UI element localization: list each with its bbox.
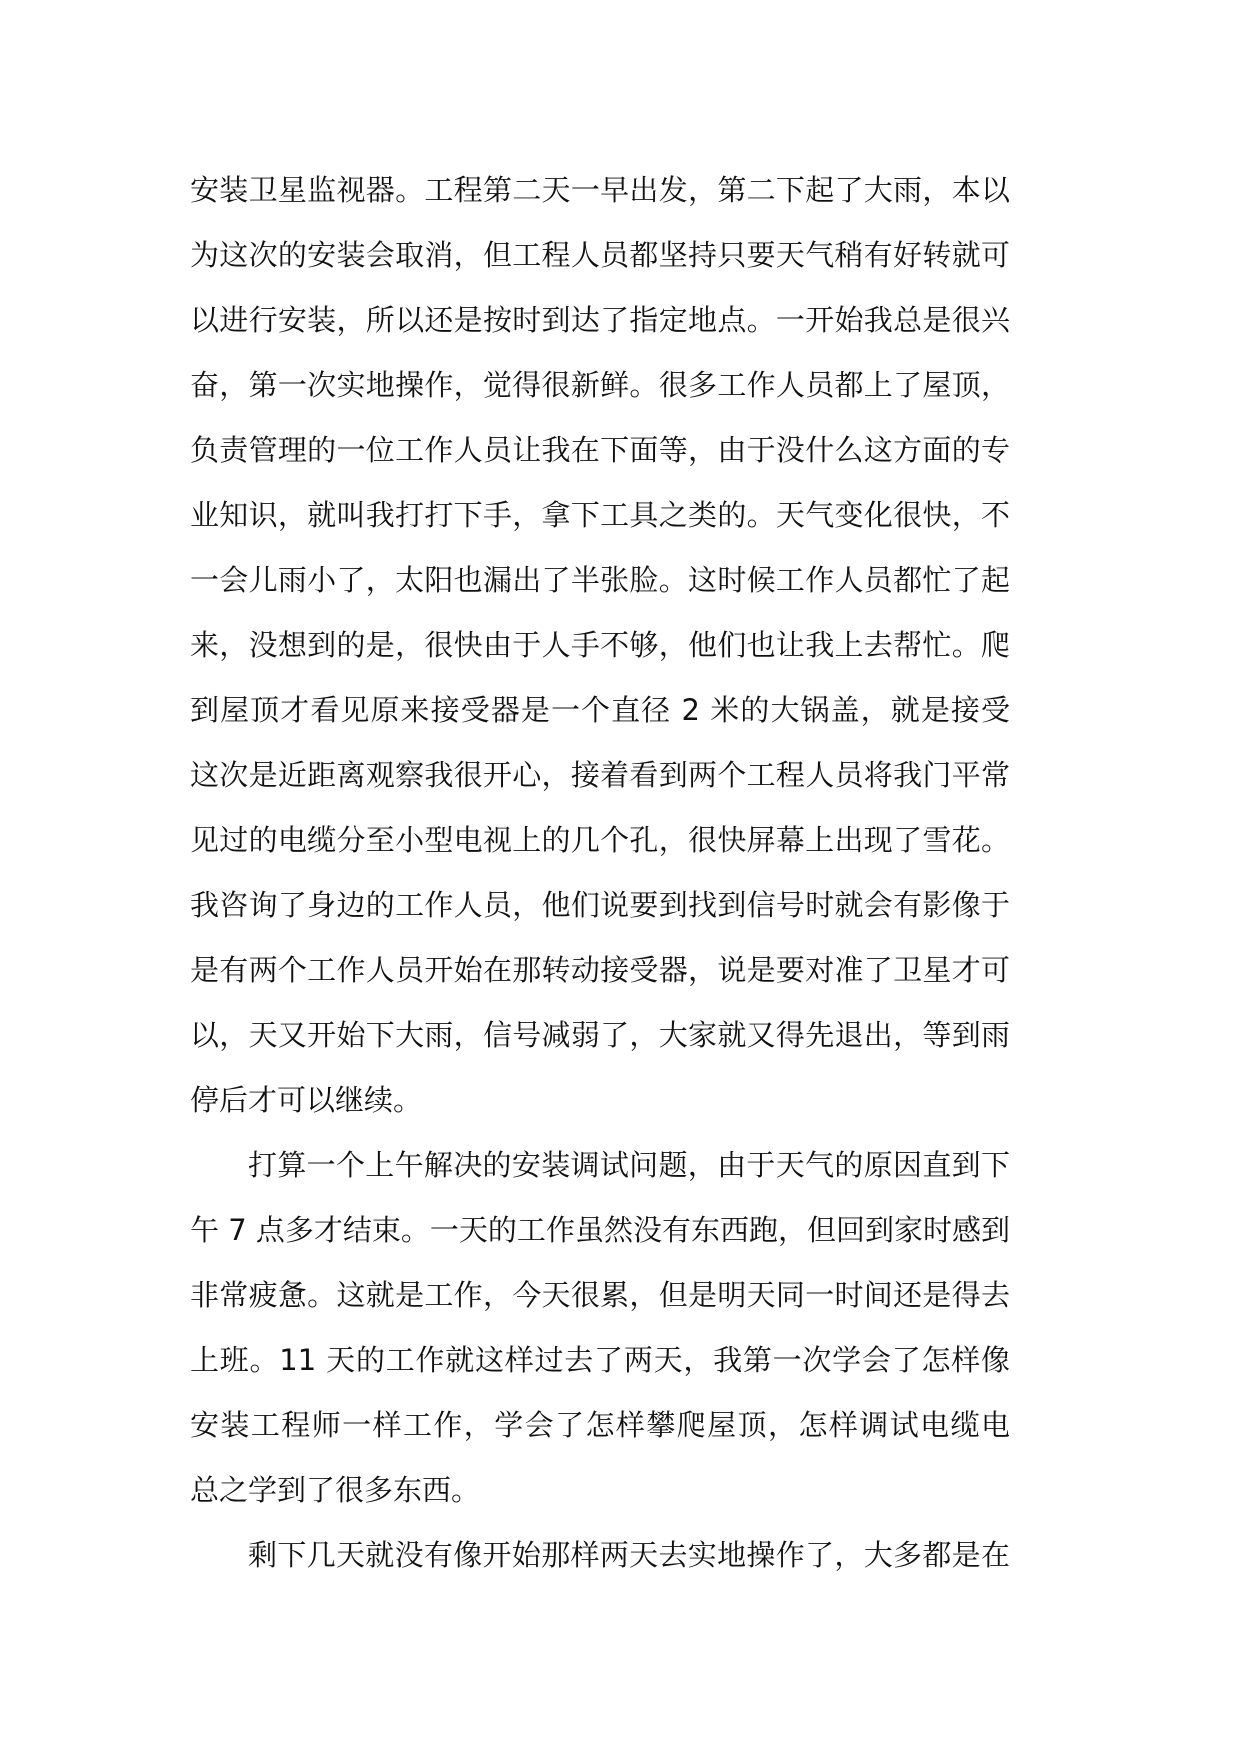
text-line: 非常疲惫。这就是工作，今天很累，但是明天同一时间还是得去 — [190, 1278, 1010, 1312]
text-line: 我咨询了身边的工作人员，他们说要到找到信号时就会有影像于 — [190, 888, 1010, 922]
paragraph — [190, 1523, 1010, 1588]
text-line: 上班。11 天的工作就这样过去了两天，我第一次学会了怎样像 — [190, 1343, 1010, 1377]
text-line-first: 剩下几天就没有像开始那样两天去实地操作了，大多都是在 — [248, 1538, 1010, 1572]
text-line: 到屋顶才看见原来接受器是一个直径 2 米的大锅盖，就是接受 — [190, 693, 1010, 727]
text-line-first: 打算一个上午解决的安装调试问题，由于天气的原因直到下 — [248, 1148, 1010, 1182]
text-line: 是有两个工作人员开始在那转动接受器，说是要对准了卫星才可 — [190, 953, 1010, 987]
text-line: 以进行安装，所以还是按时到达了指定地点。一开始我总是很兴 — [190, 303, 1010, 337]
body-text — [190, 158, 1010, 1588]
text-line: 安装工程师一样工作，学会了怎样攀爬屋顶，怎样调试电缆电 — [190, 1408, 1010, 1442]
text-line: 负责管理的一位工作人员让我在下面等，由于没什么这方面的专 — [190, 433, 1010, 467]
text-line: 见过的电缆分至小型电视上的几个孔，很快屏幕上出现了雪花。 — [190, 823, 1010, 857]
text-line: 安装卫星监视器。工程第二天一早出发，第二下起了大雨，本以 — [190, 173, 1010, 207]
text-line: 业知识，就叫我打打下手，拿下工具之类的。天气变化很快，不 — [190, 498, 1010, 532]
text-line-last: 总之学到了很多东西。 — [190, 1473, 481, 1507]
paragraph — [190, 1133, 1010, 1523]
text-line: 一会儿雨小了，太阳也漏出了半张脸。这时候工作人员都忙了起 — [190, 563, 1010, 597]
text-line: 以，天又开始下大雨，信号减弱了，大家就又得先退出，等到雨 — [190, 1018, 1010, 1052]
text-line: 来，没想到的是，很快由于人手不够，他们也让我上去帮忙。爬 — [190, 628, 1010, 662]
text-line: 这次是近距离观察我很开心，接着看到两个工程人员将我门平常 — [190, 758, 1010, 792]
paragraph — [190, 158, 1010, 1133]
text-line: 奋，第一次实地操作，觉得很新鲜。很多工作人员都上了屋顶， — [190, 368, 1010, 402]
text-line: 午 7 点多才结束。一天的工作虽然没有东西跑，但回到家时感到 — [190, 1213, 1010, 1247]
text-line-last: 停后才可以继续。 — [190, 1083, 423, 1117]
text-line: 为这次的安装会取消，但工程人员都坚持只要天气稍有好转就可 — [190, 238, 1010, 272]
